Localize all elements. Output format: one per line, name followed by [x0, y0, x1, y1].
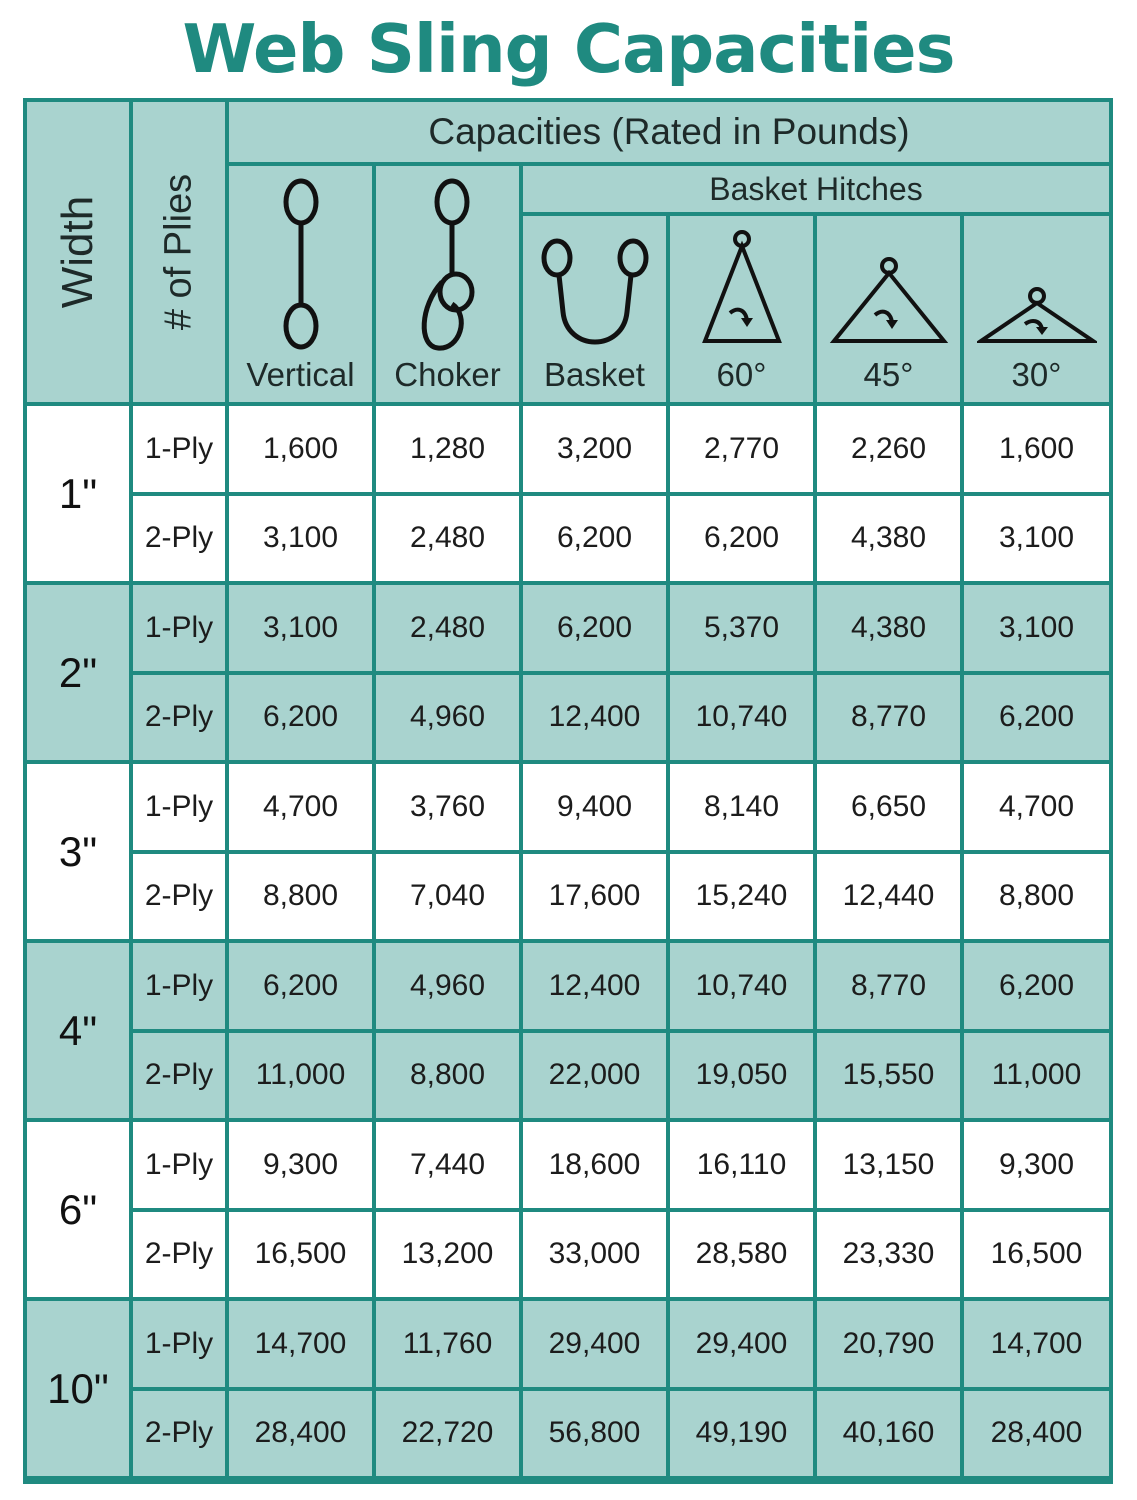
capacity-cell: 8,770 [817, 675, 960, 761]
ply-cell: 2-Ply [133, 496, 225, 582]
capacity-cell: 7,440 [376, 1122, 519, 1208]
capacity-cell: 4,700 [964, 764, 1109, 850]
width-header [27, 102, 129, 402]
column-header-30 [964, 216, 1109, 402]
capacity-cell: 28,400 [229, 1391, 372, 1477]
column-label-60: 60° [716, 356, 767, 393]
capacity-cell: 15,550 [817, 1033, 960, 1119]
width-cell: 3" [27, 764, 129, 939]
capacity-cell: 2,480 [376, 496, 519, 582]
capacity-cell: 16,110 [670, 1122, 813, 1208]
ply-cell: 1-Ply [133, 764, 225, 850]
width-cell: 10" [27, 1301, 129, 1476]
capacity-cell: 4,960 [376, 943, 519, 1029]
ply-cell: 1-Ply [133, 1301, 225, 1387]
width-cell: 2" [27, 585, 129, 760]
capacity-cell: 9,300 [964, 1122, 1109, 1208]
capacities-header [229, 102, 1109, 162]
capacity-cell: 13,150 [817, 1122, 960, 1208]
column-label-basket: Basket [544, 356, 645, 393]
capacity-cell: 16,500 [229, 1212, 372, 1298]
ply-cell: 2-Ply [133, 675, 225, 761]
capacity-cell: 3,100 [229, 496, 372, 582]
capacity-cell: 20,790 [817, 1301, 960, 1387]
capacity-cell: 12,400 [523, 943, 666, 1029]
capacity-cell: 17,600 [523, 854, 666, 940]
capacity-cell: 3,100 [964, 496, 1109, 582]
capacity-cell: 6,200 [670, 496, 813, 582]
capacity-cell: 9,400 [523, 764, 666, 850]
capacity-cell: 3,100 [229, 585, 372, 671]
ply-cell: 1-Ply [133, 585, 225, 671]
capacity-cell: 2,480 [376, 585, 519, 671]
capacity-cell: 19,050 [670, 1033, 813, 1119]
ply-cell: 1-Ply [133, 1122, 225, 1208]
capacity-cell: 14,700 [964, 1301, 1109, 1387]
capacity-cell: 11,000 [229, 1033, 372, 1119]
basket-60-degree-icon [697, 228, 787, 358]
capacity-cell: 28,580 [670, 1212, 813, 1298]
capacity-cell: 12,440 [817, 854, 960, 940]
column-label-vertical: Vertical [246, 356, 355, 393]
ply-cell: 1-Ply [133, 943, 225, 1029]
capacity-cell: 6,200 [964, 675, 1109, 761]
capacity-table [23, 98, 1113, 1484]
capacity-cell: 28,400 [964, 1391, 1109, 1477]
column-label-45: 45° [863, 356, 914, 393]
capacity-cell: 4,380 [817, 496, 960, 582]
width-cell: 4" [27, 943, 129, 1118]
capacity-cell: 22,720 [376, 1391, 519, 1477]
capacity-cell: 4,700 [229, 764, 372, 850]
capacity-cell: 49,190 [670, 1391, 813, 1477]
ply-cell: 2-Ply [133, 854, 225, 940]
capacity-cell: 29,400 [523, 1301, 666, 1387]
capacity-cell: 18,600 [523, 1122, 666, 1208]
capacity-cell: 23,330 [817, 1212, 960, 1298]
basket-hitches-header [523, 166, 1109, 212]
capacity-cell: 56,800 [523, 1391, 666, 1477]
capacity-cell: 5,370 [670, 585, 813, 671]
capacity-cell: 10,740 [670, 675, 813, 761]
capacity-cell: 10,740 [670, 943, 813, 1029]
column-header-basket [523, 216, 666, 402]
column-header-vertical [229, 166, 372, 402]
capacity-cell: 13,200 [376, 1212, 519, 1298]
capacity-cell: 6,200 [523, 585, 666, 671]
ply-cell: 2-Ply [133, 1212, 225, 1298]
basket-45-degree-icon [829, 228, 949, 358]
capacity-cell: 6,200 [229, 675, 372, 761]
capacities-header-label: Capacities (Rated in Pounds) [428, 111, 910, 152]
capacity-cell: 11,000 [964, 1033, 1109, 1119]
capacity-cell: 15,240 [670, 854, 813, 940]
basket-30-degree-icon [977, 228, 1097, 358]
capacity-cell: 22,000 [523, 1033, 666, 1119]
capacity-cell: 8,800 [964, 854, 1109, 940]
capacity-cell: 40,160 [817, 1391, 960, 1477]
capacity-cell: 8,140 [670, 764, 813, 850]
capacity-cell: 2,770 [670, 406, 813, 492]
capacity-cell: 11,760 [376, 1301, 519, 1387]
capacity-cell: 4,380 [817, 585, 960, 671]
capacity-cell: 1,280 [376, 406, 519, 492]
basket-hitch-icon [535, 232, 655, 362]
capacity-cell: 9,300 [229, 1122, 372, 1208]
capacity-cell: 29,400 [670, 1301, 813, 1387]
plies-header-label: # of Plies [157, 173, 200, 331]
plies-header [133, 102, 225, 402]
width-cell: 6" [27, 1122, 129, 1297]
capacity-cell: 6,200 [229, 943, 372, 1029]
capacity-cell: 12,400 [523, 675, 666, 761]
capacity-cell: 6,650 [817, 764, 960, 850]
capacity-cell: 6,200 [964, 943, 1109, 1029]
capacity-cell: 3,200 [523, 406, 666, 492]
width-header-label: Width [53, 195, 102, 309]
capacity-cell: 8,800 [376, 1033, 519, 1119]
page-title: Web Sling Capacities [182, 10, 955, 88]
width-cell: 1" [27, 406, 129, 581]
capacity-cell: 1,600 [964, 406, 1109, 492]
column-header-choker [376, 166, 519, 402]
capacity-cell: 8,800 [229, 854, 372, 940]
ply-cell: 2-Ply [133, 1033, 225, 1119]
column-header-60 [670, 216, 813, 402]
capacity-cell: 8,770 [817, 943, 960, 1029]
ply-cell: 2-Ply [133, 1391, 225, 1477]
capacity-cell: 7,040 [376, 854, 519, 940]
capacity-cell: 16,500 [964, 1212, 1109, 1298]
capacity-cell: 6,200 [523, 496, 666, 582]
capacity-cell: 1,600 [229, 406, 372, 492]
column-label-choker: Choker [394, 356, 501, 393]
ply-cell: 1-Ply [133, 406, 225, 492]
capacity-cell: 4,960 [376, 675, 519, 761]
basket-hitches-header-label: Basket Hitches [709, 171, 923, 207]
capacity-cell: 33,000 [523, 1212, 666, 1298]
column-header-45 [817, 216, 960, 402]
choker-hitch-icon [408, 176, 488, 356]
capacity-cell: 3,760 [376, 764, 519, 850]
vertical-hitch-icon [276, 176, 326, 356]
capacity-cell: 14,700 [229, 1301, 372, 1387]
capacity-cell: 2,260 [817, 406, 960, 492]
column-label-30: 30° [1011, 356, 1062, 393]
capacity-cell: 3,100 [964, 585, 1109, 671]
